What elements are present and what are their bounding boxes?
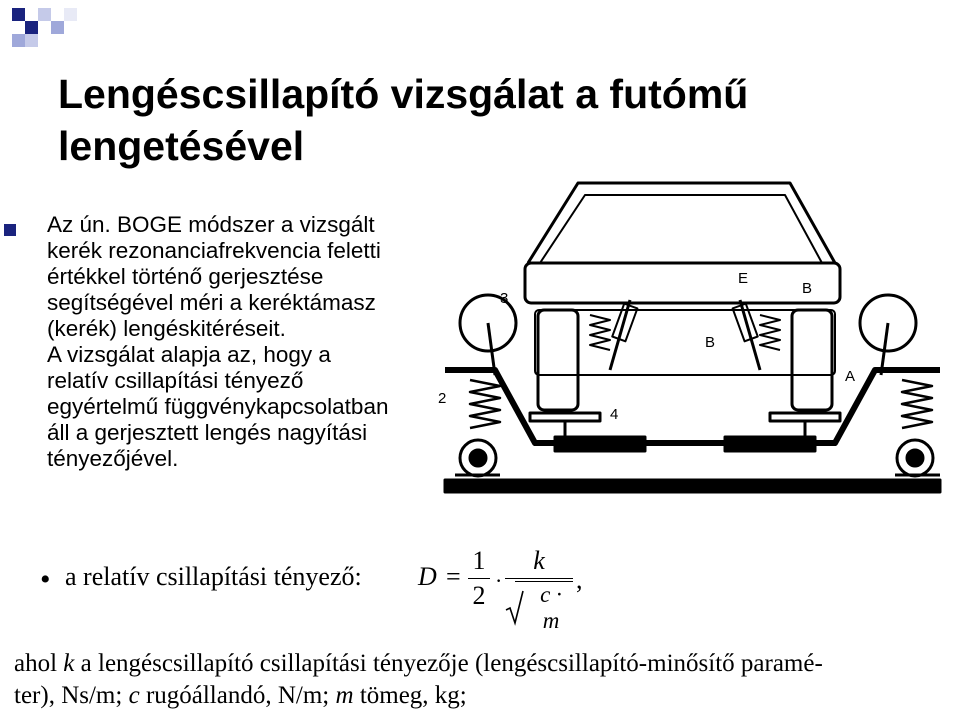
sqrt-icon (505, 590, 525, 626)
bullet-line: kerék rezonanciafrekvencia feletti (47, 238, 381, 263)
label-b-top: B (802, 280, 813, 297)
bullet-line: áll a gerjesztett lengés nagyítási (47, 420, 368, 445)
label-a: A (845, 368, 856, 385)
symbol-c: c (128, 682, 140, 709)
formula-label: a relatív csillapítási tényező: (65, 562, 362, 591)
fraction-one-half (468, 546, 490, 611)
symbol-k: k (63, 650, 75, 677)
bullet-line: tényezőjével. (47, 446, 179, 471)
explanation-text: ter), Ns/m; (14, 682, 129, 709)
label-2: 2 (438, 390, 447, 407)
explanation-text: a lengéscsillapító csillapítási tényezője (lengéscsillapító-minősítő paramé- (74, 650, 823, 677)
bullet-line: relatív csillapítási tényező (47, 368, 304, 393)
bullet-line: (kerék) lengéskitéréseit. (47, 316, 286, 341)
bullet-line: segítségével méri a keréktámasz (47, 290, 376, 315)
corner-decoration (0, 0, 80, 60)
slide-title: Lengéscsillapító vizsgálat a futómű lengetésével (58, 71, 749, 169)
bullet-line: Az ún. BOGE módszer a vizsgált (47, 212, 375, 237)
label-e: E (738, 270, 749, 287)
label-b-mid: B (705, 334, 716, 351)
fraction-numerator: k (533, 546, 545, 575)
car-test-bench-diagram (440, 175, 950, 505)
explanation-text: tömeg, kg; (353, 682, 467, 709)
formula-equals: = (446, 562, 461, 591)
formula-section (0, 540, 960, 719)
formula-dot: · (495, 568, 503, 593)
formula-bullet: • (40, 563, 51, 596)
explanation-text: ahol (14, 650, 64, 677)
bullet-line: A vizsgálat alapja az, hogy a (47, 342, 331, 367)
label-4: 4 (610, 406, 619, 423)
bullet-square-icon (4, 224, 16, 236)
bullet-line: egyértelmű függvénykapcsolatban (47, 394, 389, 419)
formula-comma: , (576, 565, 583, 594)
sqrt-radicand: c · m (515, 581, 573, 612)
bullet-line: értékkel történő gerjesztése (47, 264, 324, 289)
fraction-numerator: 1 (472, 546, 486, 575)
formula-lhs: D (418, 562, 437, 591)
formula-explanation (14, 648, 954, 712)
symbol-m: m (335, 682, 354, 709)
label-3: 3 (500, 290, 509, 307)
fraction-denominator: 2 (472, 581, 486, 610)
bullet-text (47, 212, 442, 472)
explanation-text: rugóállandó, N/m; (139, 682, 336, 709)
